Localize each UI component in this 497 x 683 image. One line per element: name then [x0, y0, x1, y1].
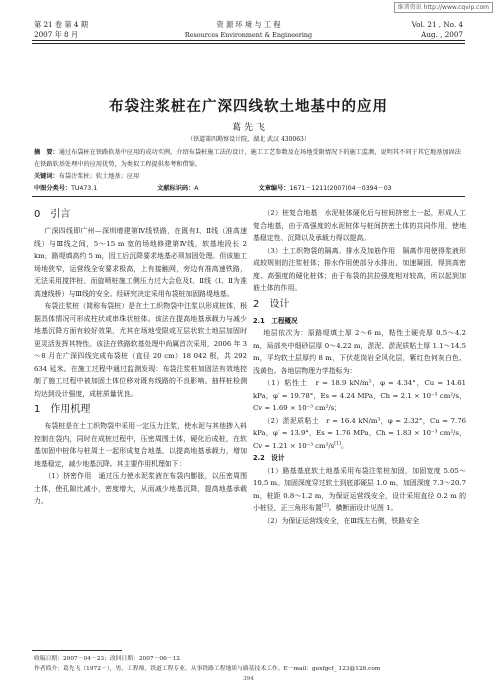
section-2-title: 设计	[269, 298, 290, 310]
paragraph-composite-foundation: （2）桩复合地基 水泥桩体硬化后与桩间挤密土一起，形成人工复合地基，由于高强度的水泥桩体与桩间挤密土体的共同作用，使地基稳定性、沉降以及承载力得以提高。	[253, 209, 466, 242]
section-0-heading	[34, 205, 247, 225]
reference-1[interactable]: [1]	[334, 441, 342, 447]
paragraph-intro-2: 布袋注浆桩（简称布袋桩）是在土工织物袋中注浆以形成桩体，根据具体情况可形成柱状或串珠状桩体。该法在提高地基承载力与减少地基沉降方面有较好效果，尤其在场地受限或互层状软土地层加固时更灵活发挥其特性。该法在铁路软基处理中尚属首次采用，2006 年 3～8 月在广深四线完成布袋桩（直径 20 cm）18 042 根，共 292 634 延米。在施工过程中通过监测发现：布袋注浆桩加固法有效地控制了施工过程中被加固土体位移对既有线路的不良影响。抽样桩检测均达到设计强度，成桩质量优良。	[34, 302, 247, 398]
header-journal-en: Resources Environment & Engineering	[184, 31, 313, 39]
paragraph-design-1	[253, 465, 466, 515]
paper-title: 布袋注浆桩在广深四线软土地基中的应用	[109, 99, 388, 115]
affiliation: （铁道第四勘察设计院，湖北 武汉 430063）	[187, 136, 310, 143]
paragraph-clay-params: （1）粘性土 r = 18.9 kN/m³，φ = 4.34°，Cu = 14.61 kPa，φ′ = 19.78°，Es = 4.24 MPa，Ch = 2.1 × 10⁻³ cm²/s，Cv = 1.69 × 10⁻³ cm²/s；	[253, 379, 466, 412]
doc-code-value: A	[194, 185, 199, 192]
section-1-number: 1	[34, 404, 41, 415]
section-2-number: 2	[253, 298, 260, 310]
paragraph-intro-1: 广深四线即广州—深圳增建第Ⅳ线铁路，在既有Ⅰ、Ⅱ线（准高速线）与Ⅲ线之间，5～15 m 宽的场地修建第Ⅳ线，软基地段长 2 km，路堤填高约 5 m，因工后沉降要求地基必须加固处理。但该施工场地狭窄，运营线全安要求极高，上有接触网，旁边有准高速铁路，无法采用搅拌桩、而旋喷桩施工侧压力过大会危及Ⅰ、Ⅱ线（Ⅰ、Ⅱ为准高速线桥）与Ⅲ线的安全。经研究决定采用布袋桩加固路堤地基。	[34, 227, 247, 298]
section-0-number: 0	[34, 209, 41, 220]
clc-label: 中图分类号：	[34, 185, 72, 192]
author: 葛 先 飞	[232, 123, 265, 133]
abstract-label: 摘 要：	[34, 149, 59, 156]
reference-2[interactable]: [2]	[321, 503, 329, 509]
right-column	[253, 207, 466, 527]
doc-code-label: 文献标识码：	[157, 185, 195, 192]
paragraph-mechanism-1: 布袋桩是在土工织物袋中采用一定压力注浆，使水泥与其他掺入料控制在袋内，同时在成桩过程中，压密周围土体，硬化后成桩，在软基加固中桩体与桩周土一起形成复合地基，以提高地基承载力，增加地基稳定，减少地基沉降。其主要作用机理如下：	[34, 422, 247, 468]
clc-value: TU473.1	[71, 185, 98, 192]
header-journal-cn: 资 源 环 境 与 工 程	[216, 20, 281, 29]
header-rule-thin	[32, 43, 465, 44]
paragraph-design-2: （2）为保证运营线安全，在Ⅲ线左右侧，铁路安全	[263, 516, 420, 525]
article-number-value: 1671－1211(2007)04－0394－03	[289, 185, 392, 192]
source-stamp[interactable]: 维普资讯 http://www.cqvip.com	[394, 2, 493, 13]
abstract-block	[34, 147, 464, 195]
design-1-text: （1）路基基底软土地基采用布袋注浆桩加固，加固宽度 5.05～10.5 m。加固深度穿过软土到底部硬层 1.0 m，加固深度 7.3～20.7 m，桩距 0.8～1.2 m，为保证运营线安全，设计采用直径 0.2 m 的小桩径，正三角形布置	[253, 466, 466, 512]
article-number-label: 文章编号：	[258, 185, 290, 192]
paragraph-strata: 地层依次为：原路堤填土厚 2～6 m，粘性土硬壳厚 0.5～4.2 m，局部夹中细砂层厚 0～4.22 m，淤泥、淤泥质粘土厚 1.1～14.5 m，平均软土层厚约 8 m，下伏花岗岩全风化层，紫红色何灰白色、浅黄色。各地层物理力学指标为：	[253, 329, 466, 375]
footnote-received: 收稿日期：2007－04－23；改回日期：2007－06－12	[34, 656, 180, 662]
paragraph-silty-clay-params: （2）淤泥质粘土 r = 16.4 kN/m³，φ = 2.32°，Cu = 7.76 kPa，φ′ = 13.9°，Es = 1.76 MPa，Ch = 1.83 × 10⁻³ cm²/s，Cv = 1.21 × 10⁻³ cm²/s[1]。	[253, 416, 466, 450]
paragraph-geotextile: （3）土工织物袋的隔离、排水及加筋作用 隔离作用使得浆液形成较规则的注浆桩体；排水作用使部分水排出，加速凝固，得到高密度、高强度的硬化桩体；由于布袋的抗拉强度相对较高，所以起到加筋土体的作用。	[253, 246, 466, 292]
section-1-title: 作用机理	[50, 404, 91, 415]
silty-clay-text: （2）淤泥质粘土 r = 16.4 kN/m³，φ = 2.32°，Cu = 7.76 kPa，φ′ = 13.9°，Es = 1.76 MPa，Ch = 1.83 × 10⁻³ cm²/s，Cv = 1.21 × 10⁻³ cm²/s	[253, 416, 466, 450]
abstract-rule	[32, 196, 465, 197]
keywords-label: 关键词：	[34, 173, 59, 180]
keywords-text: 布袋注浆桩；软土地基；应用	[58, 173, 140, 180]
page-number: 394	[243, 676, 254, 682]
section-2-heading	[253, 295, 466, 315]
header-date-en: Aug. , 2007	[421, 30, 463, 39]
header-rule	[32, 40, 465, 41]
header-volume-cn: 第 21 卷 第 4 期	[34, 20, 88, 29]
footnote-rule	[32, 650, 122, 651]
subsection-2-2-heading: 2.2 设计	[253, 454, 285, 462]
abstract	[34, 147, 464, 171]
abstract-text: 通过布袋桩在铁路软基中应用的成功实例，介绍布袋桩施工法的设计、施工工艺参数及在场地受限情况下的施工监测，说明其不同于其它地基加固法在铁路软基处理中的应用优势，为类似工程提供参考和借鉴。	[34, 149, 461, 168]
header-date-cn: 2007 年 8 月	[34, 30, 79, 39]
section-0-title: 引言	[50, 209, 71, 220]
footnote-author-bio: 作者简介：葛先飞（1972－），男，工程师，铁道工程专业，从事铁路工程地质与路基技术工作。E－mail：gexfgcf_ 123@126.com	[34, 666, 381, 672]
section-1-heading	[34, 400, 247, 420]
left-column	[34, 205, 247, 508]
classification-line	[34, 183, 464, 195]
subsection-2-1-heading: 2.1 工程概况	[253, 316, 298, 325]
design-1-end: 。横断面设计见图 1。	[328, 504, 398, 512]
keywords	[34, 171, 464, 183]
paragraph-mechanism-2: （1）挤密作用 通过压力使水泥浆液在布袋内膨胀，以压密周围土体，使孔隙比减小，密度增大，从而减少地基沉降，提高地基承载力。	[34, 472, 247, 505]
header-volume-en: Vol. 21 , No. 4	[411, 20, 463, 29]
